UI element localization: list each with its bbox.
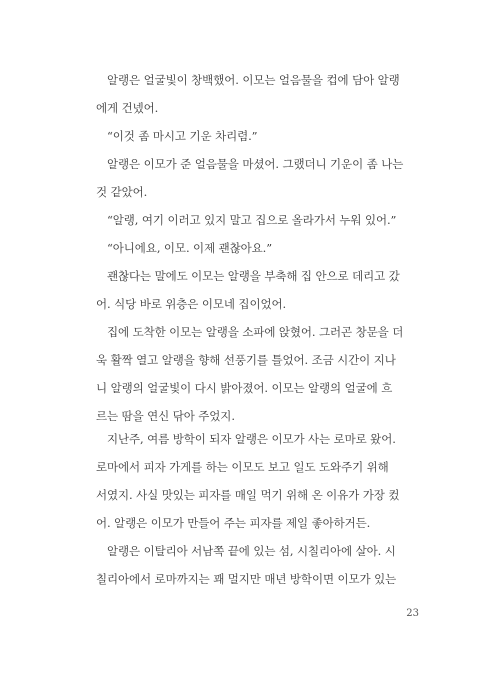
text-line: 욱 활짝 열고 알랭을 향해 선풍기를 틀었어. 조금 시간이 지나 [96, 353, 396, 367]
dialogue-line: “이것 좀 마시고 기운 차리렴.” [107, 129, 258, 143]
text-line: 르는 땀을 연신 닦아 주었지. [96, 409, 235, 423]
text-line: 것 같았어. [96, 185, 148, 199]
text-line: 알랭은 이모가 준 얼음물을 마셨어. 그랬더니 기운이 좀 나는 [107, 157, 404, 171]
text-line: 알랭은 얼굴빛이 창백했어. 이모는 얼음물을 컵에 담아 알랭 [107, 73, 400, 87]
text-line: 니 알랭의 얼굴빛이 다시 밝아졌어. 이모는 알랭의 얼굴에 흐 [96, 381, 393, 395]
text-line: 집에 도착한 이모는 알랭을 소파에 앉혔어. 그러곤 창문을 더 [107, 325, 404, 339]
text-line: 어. 알랭은 이모가 만들어 주는 피자를 제일 좋아하거든. [96, 516, 371, 530]
text-line: 괜찮다는 말에도 이모는 알랭을 부축해 집 안으로 데리고 갔 [107, 269, 400, 283]
dialogue-line: “아니에요, 이모. 이제 괜찮아요.” [107, 241, 272, 255]
text-line: 로마에서 피자 가게를 하는 이모도 보고 일도 도와주기 위해 [96, 460, 389, 474]
text-line: 알랭은 이탈리아 서남쪽 끝에 있는 섬, 시칠리아에 살아. 시 [107, 544, 396, 558]
text-line: 칠리아에서 로마까지는 꽤 멀지만 매년 방학이면 이모가 있는 [96, 572, 397, 586]
body-text-section-2 [96, 425, 418, 593]
page-number: 23 [406, 608, 419, 619]
body-text-section-1 [96, 66, 418, 430]
text-line: 어. 식당 바로 위층은 이모네 집이었어. [96, 297, 287, 311]
dialogue-line: “알랭, 여기 이러고 있지 말고 집으로 올라가서 누워 있어.” [107, 213, 397, 227]
text-line: 지난주, 여름 방학이 되자 알랭은 이모가 사는 로마로 왔어. [107, 432, 396, 446]
text-line: 에게 건넸어. [96, 101, 159, 115]
text-line: 서였지. 사실 맛있는 피자를 매일 먹기 위해 온 이유가 가장 컸 [96, 488, 400, 502]
